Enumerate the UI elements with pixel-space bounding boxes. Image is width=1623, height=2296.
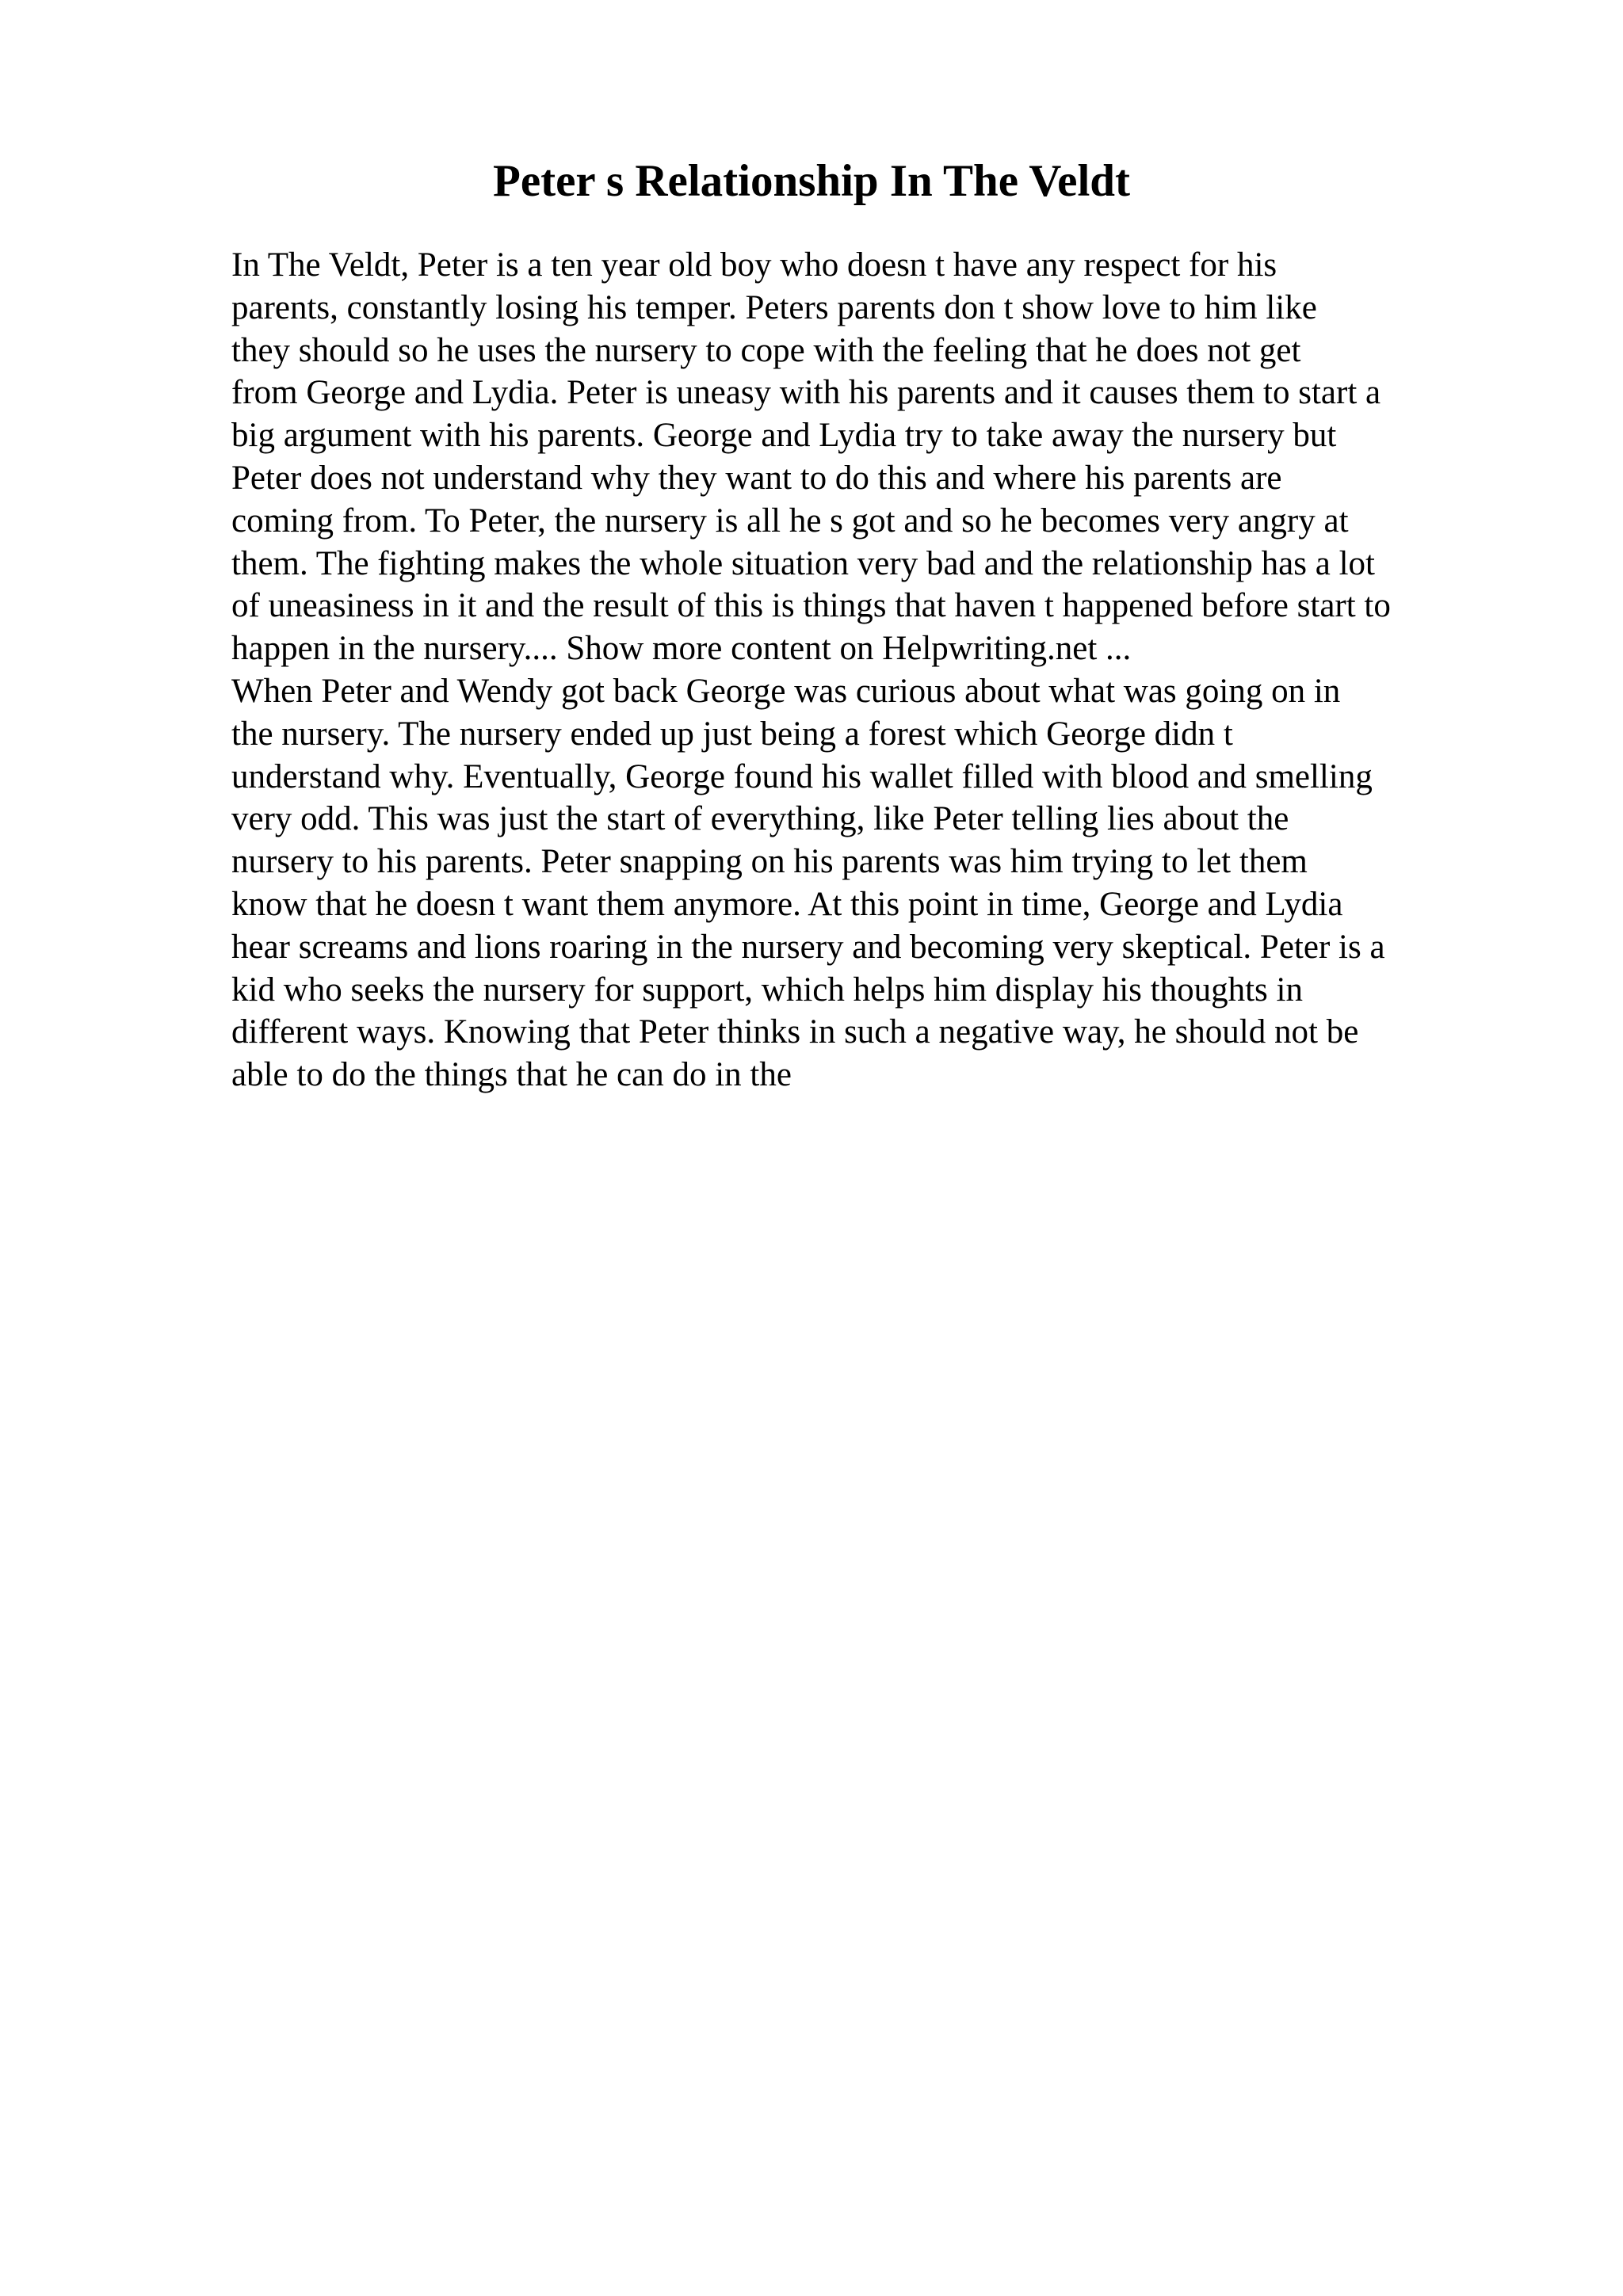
body-line: able to do the things that he can do in the (231, 1056, 792, 1094)
body-line: very odd. This was just the start of everything, like Peter telling lies about the (231, 800, 1289, 838)
body-line: coming from. To Peter, the nursery is all he s got and so he becomes very angry at (231, 502, 1349, 540)
body-line: happen in the nursery.... Show more content on Helpwriting.net ... (231, 630, 1132, 668)
body-line: nursery to his parents. Peter snapping on his parents was him trying to let them (231, 843, 1308, 881)
body-line: of uneasiness in it and the result of this is things that haven t happened before start to (231, 587, 1391, 625)
document-title: Peter s Relationship In The Veldt (493, 156, 1130, 206)
body-line: When Peter and Wendy got back George was curious about what was going on in (231, 672, 1341, 710)
body-line: the nursery. The nursery ended up just being a forest which George didn t (231, 715, 1233, 753)
body-line: parents, constantly losing his temper. Peters parents don t show love to him like (231, 288, 1317, 326)
body-line: know that he doesn t want them anymore. At this point in time, George and Lydia (231, 885, 1343, 923)
document-body (231, 244, 1515, 1097)
body-line: In The Veldt, Peter is a ten year old boy who doesn t have any respect for his (231, 246, 1277, 284)
body-line: big argument with his parents. George and Lydia try to take away the nursery but (231, 417, 1337, 455)
body-line: Peter does not understand why they want to do this and where his parents are (231, 459, 1282, 497)
body-line: understand why. Eventually, George found his wallet filled with blood and smelling (231, 757, 1373, 795)
body-line: different ways. Knowing that Peter thinks in such a negative way, he should not be (231, 1013, 1359, 1051)
body-line: kid who seeks the nursery for support, which helps him display his thoughts in (231, 971, 1303, 1009)
body-line: them. The fighting makes the whole situation very bad and the relationship has a lot (231, 544, 1375, 582)
body-line: they should so he uses the nursery to cope with the feeling that he does not get (231, 331, 1301, 369)
body-line: hear screams and lions roaring in the nursery and becoming very skeptical. Peter is a (231, 928, 1385, 966)
body-line: from George and Lydia. Peter is uneasy with his parents and it causes them to start a (231, 374, 1381, 412)
